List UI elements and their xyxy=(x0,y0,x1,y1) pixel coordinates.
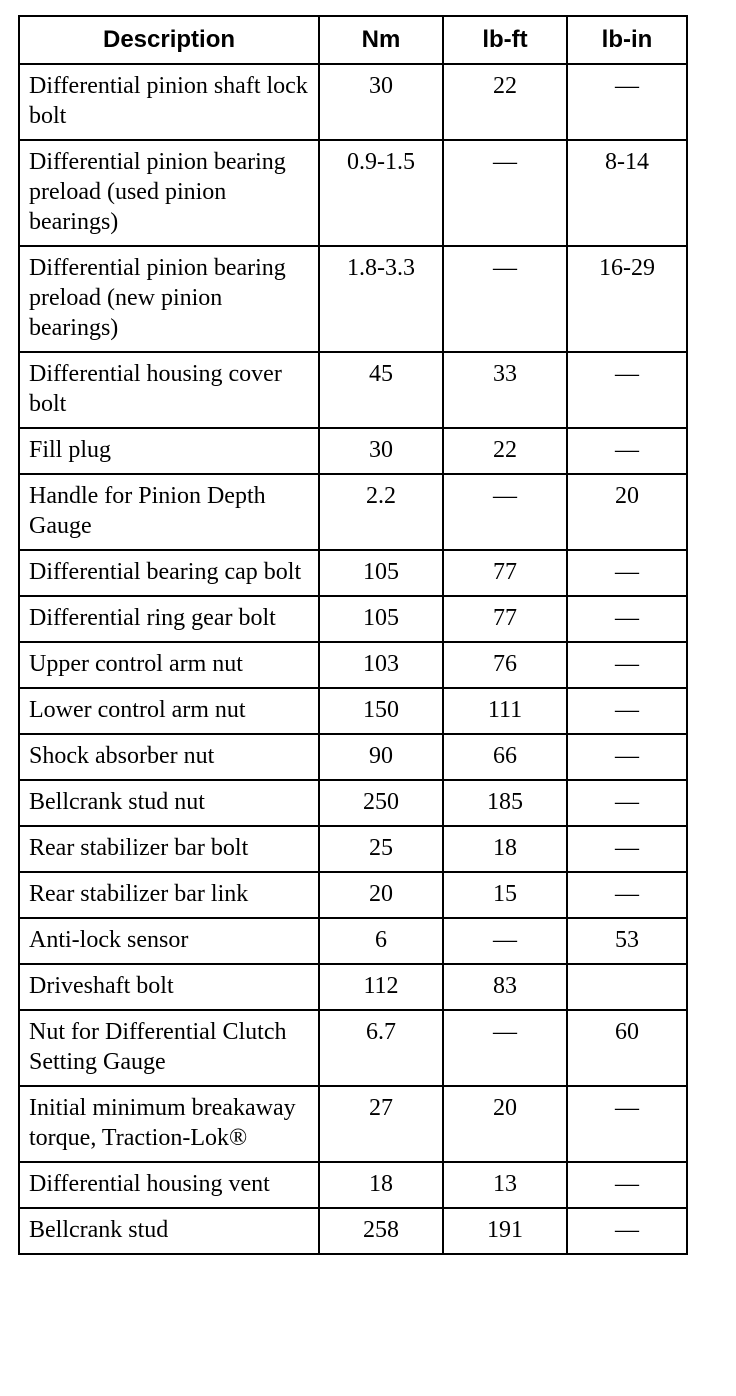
table-row xyxy=(19,688,687,734)
cell-lbft: 20 xyxy=(443,1086,567,1162)
table-row xyxy=(19,1208,687,1254)
cell-description: Upper control arm nut xyxy=(19,642,319,688)
torque-spec-table xyxy=(18,15,688,1255)
table-row xyxy=(19,826,687,872)
cell-lbin: — xyxy=(567,1208,687,1254)
table-row xyxy=(19,140,687,246)
cell-nm: 105 xyxy=(319,550,443,596)
cell-lbin: — xyxy=(567,734,687,780)
cell-lbft: 66 xyxy=(443,734,567,780)
cell-description: Bellcrank stud nut xyxy=(19,780,319,826)
table-row xyxy=(19,352,687,428)
cell-nm: 105 xyxy=(319,596,443,642)
cell-lbin: — xyxy=(567,1086,687,1162)
cell-lbft: 15 xyxy=(443,872,567,918)
cell-lbin: 8-14 xyxy=(567,140,687,246)
table-row xyxy=(19,428,687,474)
cell-nm: 150 xyxy=(319,688,443,734)
cell-nm: 2.2 xyxy=(319,474,443,550)
cell-lbft: 22 xyxy=(443,64,567,140)
cell-lbft: 22 xyxy=(443,428,567,474)
cell-lbin: 60 xyxy=(567,1010,687,1086)
cell-description: Initial minimum breakaway torque, Traction-Lok® xyxy=(19,1086,319,1162)
cell-lbin: — xyxy=(567,1162,687,1208)
table-row xyxy=(19,596,687,642)
cell-nm: 90 xyxy=(319,734,443,780)
cell-lbin: — xyxy=(567,826,687,872)
table-row xyxy=(19,246,687,352)
cell-description: Driveshaft bolt xyxy=(19,964,319,1010)
cell-nm: 30 xyxy=(319,64,443,140)
cell-nm: 30 xyxy=(319,428,443,474)
cell-nm: 112 xyxy=(319,964,443,1010)
cell-lbft: 185 xyxy=(443,780,567,826)
cell-lbin: 16-29 xyxy=(567,246,687,352)
cell-lbft: 191 xyxy=(443,1208,567,1254)
cell-nm: 20 xyxy=(319,872,443,918)
cell-nm: 6 xyxy=(319,918,443,964)
cell-nm: 18 xyxy=(319,1162,443,1208)
table-row xyxy=(19,642,687,688)
cell-lbft: 13 xyxy=(443,1162,567,1208)
cell-lbft: — xyxy=(443,246,567,352)
table-row xyxy=(19,734,687,780)
cell-description: Differential pinion bearing preload (used pinion bearings) xyxy=(19,140,319,246)
cell-description: Differential ring gear bolt xyxy=(19,596,319,642)
cell-lbft: 77 xyxy=(443,596,567,642)
cell-lbin: — xyxy=(567,550,687,596)
cell-lbft: 33 xyxy=(443,352,567,428)
cell-description: Bellcrank stud xyxy=(19,1208,319,1254)
cell-description: Nut for Differential Clutch Setting Gauge xyxy=(19,1010,319,1086)
table-row xyxy=(19,474,687,550)
header-lbft: lb-ft xyxy=(443,16,567,64)
table-row xyxy=(19,64,687,140)
table-row xyxy=(19,964,687,1010)
cell-description: Fill plug xyxy=(19,428,319,474)
table-row xyxy=(19,918,687,964)
cell-description: Lower control arm nut xyxy=(19,688,319,734)
header-description: Description xyxy=(19,16,319,64)
cell-nm: 258 xyxy=(319,1208,443,1254)
cell-lbin: 53 xyxy=(567,918,687,964)
cell-lbin: — xyxy=(567,428,687,474)
table-row xyxy=(19,1086,687,1162)
cell-lbft: — xyxy=(443,140,567,246)
table-row xyxy=(19,550,687,596)
cell-nm: 0.9-1.5 xyxy=(319,140,443,246)
cell-lbft: 77 xyxy=(443,550,567,596)
cell-lbft: 83 xyxy=(443,964,567,1010)
cell-description: Handle for Pinion Depth Gauge xyxy=(19,474,319,550)
cell-description: Differential housing cover bolt xyxy=(19,352,319,428)
cell-lbft: — xyxy=(443,918,567,964)
cell-lbft: — xyxy=(443,474,567,550)
cell-lbin: — xyxy=(567,64,687,140)
header-lbin: lb-in xyxy=(567,16,687,64)
cell-description: Differential bearing cap bolt xyxy=(19,550,319,596)
cell-lbin: — xyxy=(567,872,687,918)
cell-description: Shock absorber nut xyxy=(19,734,319,780)
cell-nm: 1.8-3.3 xyxy=(319,246,443,352)
cell-description: Rear stabilizer bar bolt xyxy=(19,826,319,872)
cell-lbin xyxy=(567,964,687,1010)
header-nm: Nm xyxy=(319,16,443,64)
cell-nm: 103 xyxy=(319,642,443,688)
cell-description: Differential pinion shaft lock bolt xyxy=(19,64,319,140)
cell-lbft: 76 xyxy=(443,642,567,688)
cell-lbin: 20 xyxy=(567,474,687,550)
cell-nm: 25 xyxy=(319,826,443,872)
cell-description: Differential housing vent xyxy=(19,1162,319,1208)
cell-lbin: — xyxy=(567,352,687,428)
header-row xyxy=(19,16,687,64)
table-row xyxy=(19,1010,687,1086)
cell-nm: 250 xyxy=(319,780,443,826)
cell-nm: 27 xyxy=(319,1086,443,1162)
table-row xyxy=(19,872,687,918)
cell-nm: 6.7 xyxy=(319,1010,443,1086)
cell-description: Rear stabilizer bar link xyxy=(19,872,319,918)
cell-description: Anti-lock sensor xyxy=(19,918,319,964)
table-row xyxy=(19,1162,687,1208)
cell-lbin: — xyxy=(567,688,687,734)
cell-lbft: 111 xyxy=(443,688,567,734)
table-body xyxy=(19,64,687,1254)
cell-lbin: — xyxy=(567,780,687,826)
cell-lbin: — xyxy=(567,596,687,642)
cell-lbin: — xyxy=(567,642,687,688)
table-row xyxy=(19,780,687,826)
cell-lbft: — xyxy=(443,1010,567,1086)
cell-description: Differential pinion bearing preload (new pinion bearings) xyxy=(19,246,319,352)
cell-nm: 45 xyxy=(319,352,443,428)
cell-lbft: 18 xyxy=(443,826,567,872)
